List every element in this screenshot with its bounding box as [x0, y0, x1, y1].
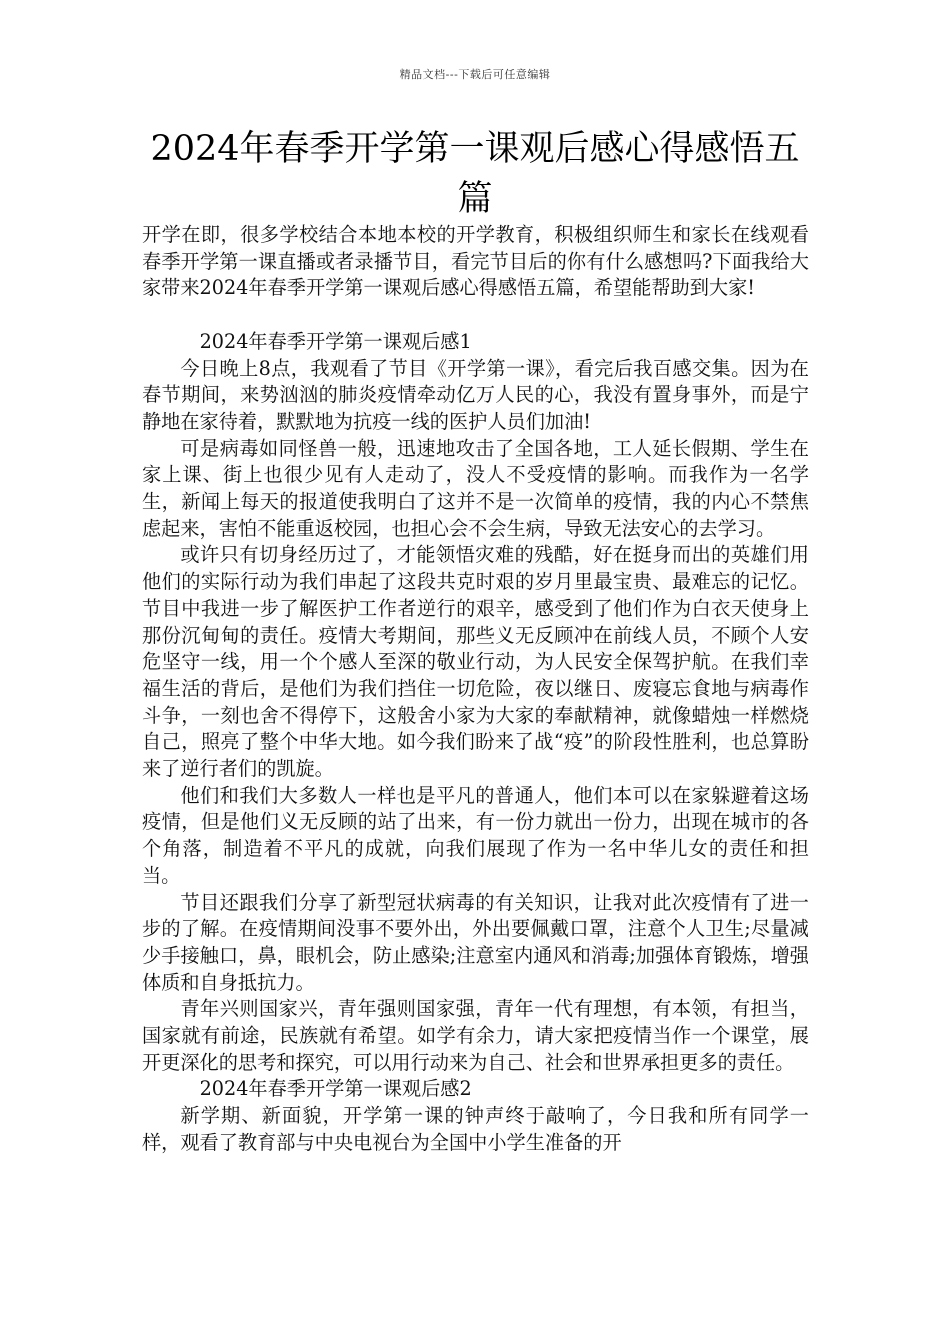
section1-paragraph: 节目还跟我们分享了新型冠状病毒的有关知识，让我对此次疫情有了进一步的了解。在疫情期间没事不要外出，外出要佩戴口罩，注意个人卫生;尽量减少手接触口，鼻，眼机会，防止感染;注意室内通风和消毒;加强体育锻炼，增强体质和自身抵抗力。 [142, 890, 809, 994]
section1-paragraph: 今日晚上8点，我观看了节目《开学第一课》，看完后我百感交集。因为在春节期间，来势汹汹的肺炎疫情牵动亿万人民的心，我没有置身事外，而是宁静地在家待着，默默地为抗疫一线的医护人员们加油! [142, 356, 809, 433]
section-heading-1: 2024年春季开学第一课观后感1 [199, 329, 472, 353]
section2-paragraph: 新学期、新面貌，开学第一课的钟声终于敲响了，今日我和所有同学一样，观看了教育部与中央电视台为全国中小学生准备的开 [142, 1104, 809, 1154]
section-heading-2: 2024年春季开学第一课观后感2 [199, 1077, 472, 1101]
section1-paragraph: 青年兴则国家兴，青年强则国家强，青年一代有理想，有本领，有担当，国家就有前途，民族就有希望。如学有余力，请大家把疫情当作一个课堂，展开更深化的思考和探究，可以用行动来为自己、社会和世界承担更多的责任。 [142, 997, 809, 1074]
section1-paragraph: 他们和我们大多数人一样也是平凡的普通人，他们本可以在家躲避着这场疫情，但是他们义无反顾的站了出来，有一份力就出一份力，出现在城市的各个角落，制造着不平凡的成就，向我们展现了作为一名中华儿女的责任和担当。 [142, 783, 809, 887]
intro-paragraph: 开学在即，很多学校结合本地本校的开学教育，积极组织师生和家长在线观看春季开学第一课直播或者录播节目，看完节目后的你有什么感想吗?下面我给大家带来2024年春季开学第一课观后感心得感悟五篇，希望能帮助到大家! [142, 223, 809, 300]
header-note: 精品文档---下载后可任意编辑 [399, 68, 551, 81]
section1-paragraph: 或许只有切身经历过了，才能领悟灾难的残酷，好在挺身而出的英雄们用他们的实际行动为我们串起了这段共克时艰的岁月里最宝贵、最难忘的记忆。节目中我进一步了解医护工作者逆行的艰辛，感受到了他们作为白衣天使身上那份沉甸甸的责任。疫情大考期间，那些义无反顾冲在前线人员，不顾个人安危坚守一线，用一个个感人至深的敬业行动，为人民安全保驾护航。在我们幸福生活的背后，是他们为我们挡住一切危险，夜以继日、废寝忘食地与病毒作斗争，一刻也舍不得停下，这般舍小家为大家的奉献精神，就像蜡烛一样燃烧自己，照亮了整个中华大地。如今我们盼来了战“疫”的阶段性胜利，也总算盼来了逆行者们的凯旋。 [142, 543, 809, 781]
paragraph-spacer [142, 302, 809, 329]
section1-paragraph: 可是病毒如同怪兽一般，迅速地攻击了全国各地，工人延长假期、学生在家上课、街上也很少见有人走动了，没人不受疫情的影响。而我作为一名学生，新闻上每天的报道使我明白了这并不是一次简单的疫情，我的内心不禁焦虑起来，害怕不能重返校园，也担心会不会生病，导致无法安心的去学习。 [142, 436, 809, 540]
document-title: 2024年春季开学第一课观后感心得感悟五篇 [150, 129, 800, 219]
document-body [142, 222, 809, 1157]
